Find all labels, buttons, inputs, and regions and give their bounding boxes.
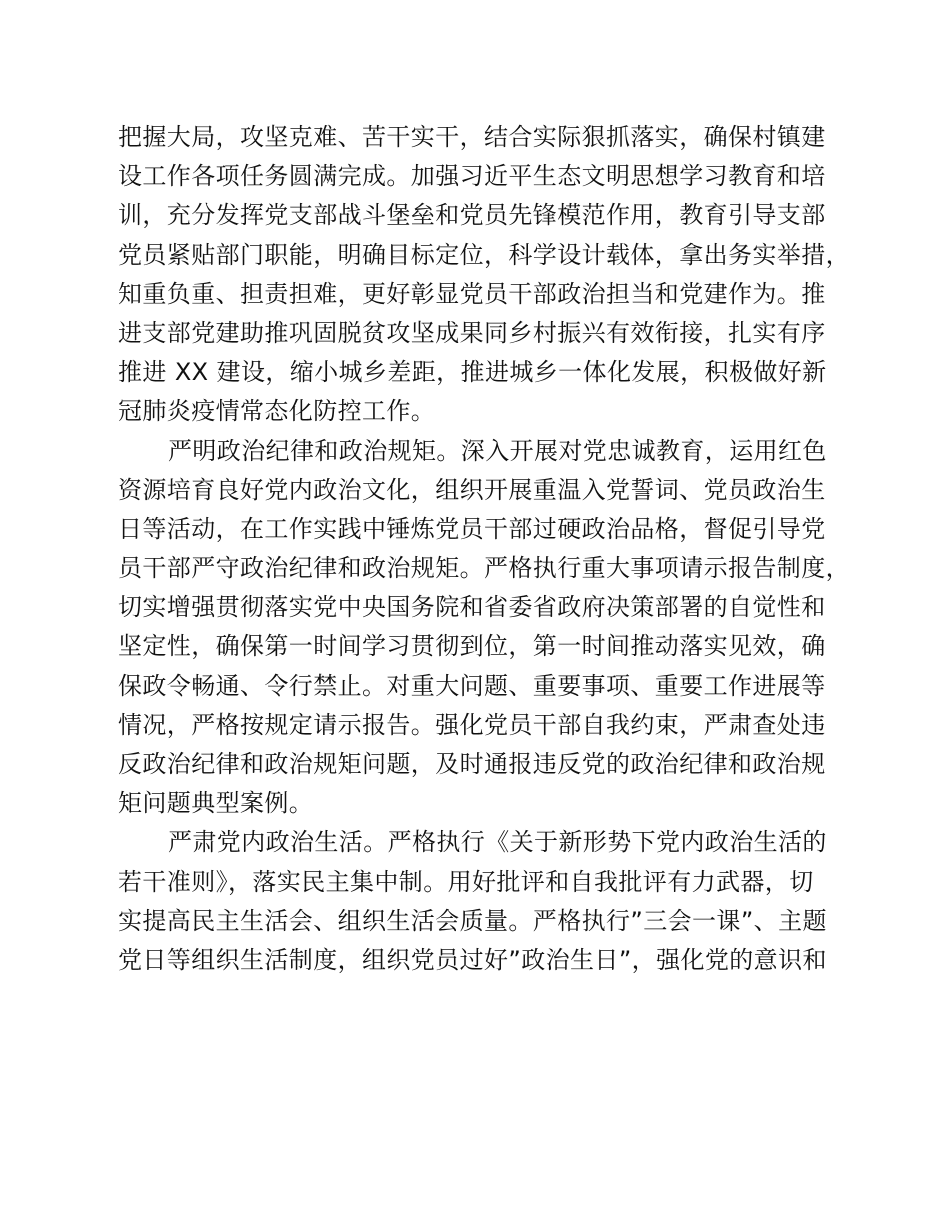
text-line: 党员紧贴部门职能，明确目标定位，科学设计载体，拿出务实举措， <box>118 240 850 269</box>
text-line: 把握大局，攻坚克难、苦干实干，结合实际狠抓落实，确保村镇建 <box>118 123 826 151</box>
text-line: 训，充分发挥党支部战斗堡垒和党员先锋模范作用，教育引导支部 <box>118 201 826 230</box>
text-line: 实提高民主生活会、组织生活会质量。严格执行”三会一课”、主题 <box>118 906 827 935</box>
text-line: 矩问题典型案例。 <box>118 789 314 818</box>
text-line: 切实增强贯彻落实党中央国务院和省委省政府决策部署的自觉性和 <box>118 593 826 622</box>
text-line: 资源培育良好党内政治文化，组织开展重温入党誓词、党员政治生 <box>118 475 826 504</box>
text-line: 冠肺炎疫情常态化防控工作。 <box>118 397 436 426</box>
paragraph-heading-line: 严明政治纪律和政治规矩。深入开展对党忠诚教育，运用红色 <box>168 436 827 465</box>
text-line: 反政治纪律和政治规矩问题，及时通报违反党的政治纪律和政治规 <box>118 750 826 778</box>
text-line: 党日等组织生活制度，组织党员过好”政治生日”，强化党的意识和 <box>118 945 827 974</box>
paragraph-heading-line: 严肃党内政治生活。严格执行《关于新形势下党内政治生活的 <box>168 828 827 857</box>
text-line: 情况，严格按规定请示报告。强化党员干部自我约束，严肃查处违 <box>118 710 826 739</box>
text-line: 保政令畅通、令行禁止。对重大问题、重要事项、重要工作进展等 <box>118 671 826 700</box>
text-line: 日等活动，在工作实践中锤炼党员干部过硬政治品格，督促引导党 <box>118 514 826 543</box>
text-line: 设工作各项任务圆满完成。加强习近平生态文明思想学习教育和培 <box>118 162 826 191</box>
text-line: 员干部严守政治纪律和政治规矩。严格执行重大事项请示报告制度， <box>118 554 850 583</box>
text-line: 知重负重、担责担难，更好彰显党员干部政治担当和党建作为。推 <box>118 279 826 308</box>
text-line: 若干准则》，落实民主集中制。用好批评和自我批评有力武器，切 <box>118 867 814 896</box>
document-body <box>118 118 858 980</box>
text-line: 推进 XX 建设，缩小城乡差距，推进城乡一体化发展，积极做好新 <box>118 358 827 387</box>
text-line: 坚定性，确保第一时间学习贯彻到位，第一时间推动落实见效，确 <box>118 632 826 661</box>
text-line: 进支部党建助推巩固脱贫攻坚成果同乡村振兴有效衔接，扎实有序 <box>118 318 826 347</box>
